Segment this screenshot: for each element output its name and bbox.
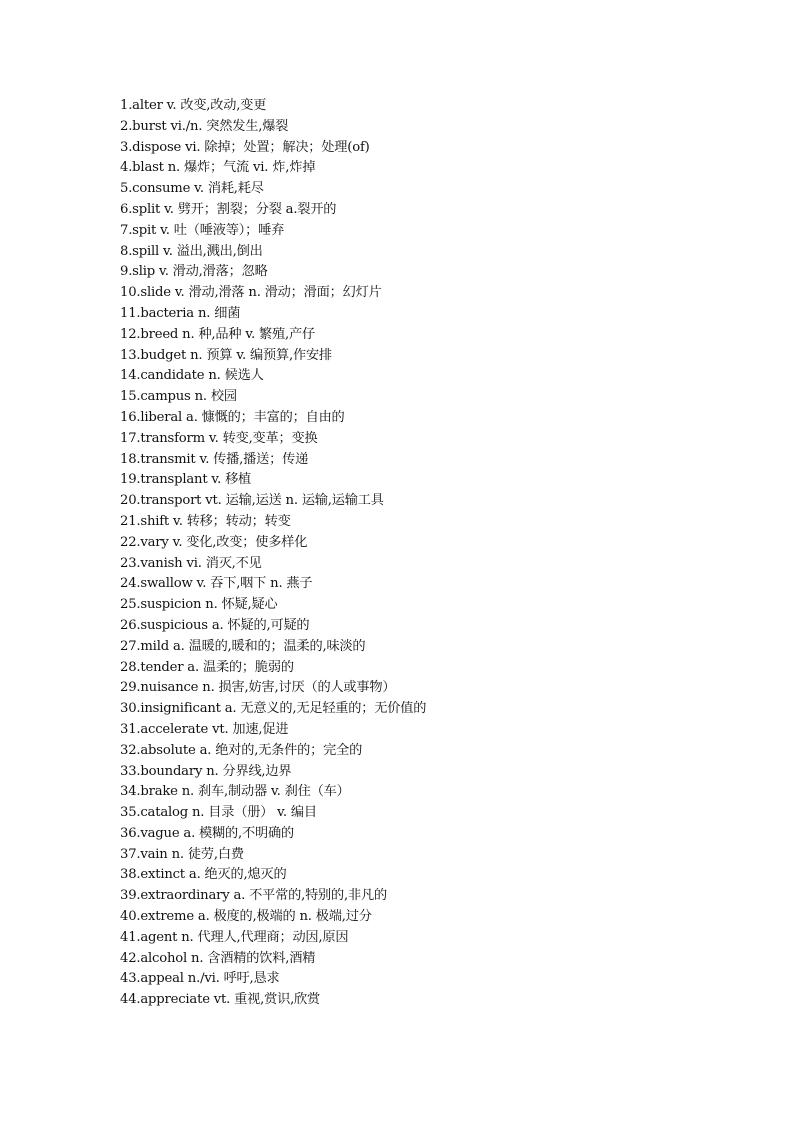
vocab-entry: 12.breed n. 种,品种 v. 繁殖,产仔 — [120, 326, 315, 342]
vocab-entry: 19.transplant v. 移植 — [120, 472, 252, 488]
vocab-entry: 16.liberal a. 慷慨的；丰富的；自由的 — [120, 409, 345, 425]
vocab-entry: 42.alcohol n. 含酒精的饮料,酒精 — [120, 950, 316, 966]
vocab-entry: 14.candidate n. 候选人 — [120, 368, 264, 384]
vocab-entry: 33.boundary n. 分界线,边界 — [120, 763, 292, 779]
vocab-entry: 9.slip v. 滑动,滑落；忽略 — [120, 264, 268, 280]
vocab-entry: 13.budget n. 预算 v. 编预算,作安排 — [120, 347, 332, 363]
vocab-entry: 32.absolute a. 绝对的,无条件的；完全的 — [120, 742, 363, 758]
vocabulary-list — [120, 96, 760, 1011]
vocab-entry: 31.accelerate vt. 加速,促进 — [120, 721, 289, 737]
vocab-entry: 24.swallow v. 吞下,咽下 n. 燕子 — [120, 576, 313, 592]
vocab-entry: 36.vague a. 模糊的,不明确的 — [120, 825, 294, 841]
vocab-entry: 39.extraordinary a. 不平常的,特别的,非凡的 — [120, 888, 387, 904]
vocab-entry: 8.spill v. 溢出,溅出,倒出 — [120, 243, 263, 259]
vocab-entry: 3.dispose vi. 除掉；处置；解决；处理(of) — [120, 139, 370, 155]
vocab-entry: 40.extreme a. 极度的,极端的 n. 极端,过分 — [120, 909, 372, 925]
vocab-entry: 2.burst vi./n. 突然发生,爆裂 — [120, 118, 289, 134]
vocab-entry: 41.agent n. 代理人,代理商；动因,原因 — [120, 929, 349, 945]
vocab-entry: 43.appeal n./vi. 呼吁,恳求 — [120, 971, 280, 987]
vocab-entry: 34.brake n. 刹车,制动器 v. 刹住（车） — [120, 784, 350, 800]
vocab-entry: 7.spit v. 吐（唾液等）；唾弃 — [120, 222, 285, 238]
vocab-entry: 44.appreciate vt. 重视,赏识,欣赏 — [120, 992, 321, 1008]
vocab-entry: 29.nuisance n. 损害,妨害,讨厌（的人或事物） — [120, 680, 396, 696]
vocab-entry: 23.vanish vi. 消灭,不见 — [120, 555, 262, 571]
vocab-entry: 26.suspicious a. 怀疑的,可疑的 — [120, 617, 310, 633]
vocab-entry: 10.slide v. 滑动,滑落 n. 滑动；滑面；幻灯片 — [120, 285, 382, 301]
vocab-entry: 27.mild a. 温暖的,暖和的；温柔的,味淡的 — [120, 638, 366, 654]
vocab-entry: 35.catalog n. 目录（册） v. 编目 — [120, 805, 317, 821]
vocab-entry: 21.shift v. 转移；转动；转变 — [120, 513, 291, 529]
vocab-entry: 20.transport vt. 运输,运送 n. 运输,运输工具 — [120, 493, 384, 509]
vocab-entry: 38.extinct a. 绝灭的,熄灭的 — [120, 867, 287, 883]
vocab-entry: 4.blast n. 爆炸；气流 vi. 炸,炸掉 — [120, 160, 316, 176]
vocab-entry: 11.bacteria n. 细菌 — [120, 305, 241, 321]
vocab-entry: 22.vary v. 变化,改变；使多样化 — [120, 534, 308, 550]
vocab-entry: 18.transmit v. 传播,播送；传递 — [120, 451, 309, 467]
vocab-entry: 1.alter v. 改变,改动,变更 — [120, 98, 267, 113]
vocab-entry: 28.tender a. 温柔的；脆弱的 — [120, 659, 294, 675]
vocab-entry: 25.suspicion n. 怀疑,疑心 — [120, 597, 278, 613]
vocab-entry: 37.vain n. 徒劳,白费 — [120, 846, 244, 862]
vocab-entry: 5.consume v. 消耗,耗尽 — [120, 181, 264, 197]
vocab-entry: 15.campus n. 校园 — [120, 389, 237, 405]
vocab-entry: 17.transform v. 转变,变革；变换 — [120, 430, 318, 446]
vocab-entry: 30.insignificant a. 无意义的,无足轻重的；无价值的 — [120, 701, 427, 717]
vocab-entry: 6.split v. 劈开；割裂；分裂 a.裂开的 — [120, 201, 337, 217]
